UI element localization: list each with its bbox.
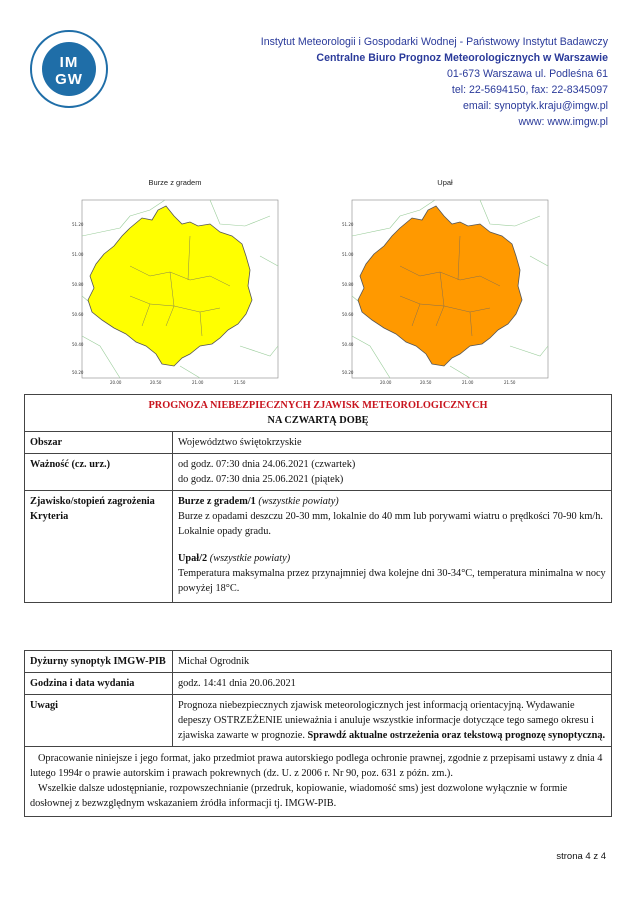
lon-tick: 20.50 xyxy=(420,380,432,385)
notes-row xyxy=(25,695,612,747)
area-label: Obszar xyxy=(25,432,173,454)
phenomenon-2-heading xyxy=(178,551,606,566)
phenomenon-row xyxy=(25,491,612,603)
page-number: strona 4 z 4 xyxy=(556,851,606,862)
phenomenon-1-scope: (wszystkie powiaty) xyxy=(258,496,339,507)
email: email: synoptyk.kraju@imgw.pl xyxy=(463,100,608,112)
phenomenon-value xyxy=(173,491,612,603)
map-heat xyxy=(340,180,550,390)
lon-tick: 21.00 xyxy=(462,380,474,385)
validity-from: od godz. 07:30 dnia 24.06.2021 (czwartek) xyxy=(178,459,356,470)
lat-tick: 50.80 xyxy=(342,282,354,287)
validity-value xyxy=(173,454,612,491)
area-row xyxy=(25,432,612,454)
area-value: Województwo świętokrzyskie xyxy=(173,432,612,454)
lat-tick: 50.60 xyxy=(72,312,84,317)
validity-row xyxy=(25,454,612,491)
duty-row xyxy=(25,651,612,673)
copyright-1: Opracowanie niniejsze i jego format, jako przedmiot prawa autorskiego podlega ochronie prawnej, zgodnie z przepisami ustawy z dnia 4 lutego 1994r o prawie autorskim i prawach pokrewnych (dz. U. z 2006 r. Nr 90, poz. 631 z późn. zm.). xyxy=(30,753,603,779)
notes-bold: Sprawdź aktualne ostrzeżenia oraz tekstową prognozę synoptyczną. xyxy=(307,730,606,741)
forecast-subtitle: NA CZWARTĄ DOBĘ xyxy=(267,415,369,426)
duty-value: Michał Ogrodnik xyxy=(173,651,612,673)
phenomenon-label-cell xyxy=(25,491,173,603)
copyright-2: Wszelkie dalsze udostępnianie, rozpowszechnianie (przedruk, kopiowanie, wiadomość sms) jest dozwolone wyłącznie w formie dosłownej z bezwzględnym wskazaniem źródła informacji tj. IMGW-PIB. xyxy=(30,783,568,809)
info-table xyxy=(24,650,612,817)
notes-label: Uwagi xyxy=(25,695,173,747)
lon-tick: 20.00 xyxy=(110,380,122,385)
notes-text: Prognoza niebezpiecznych zjawisk meteorologicznych jest informacją orientacyjną. Wydawanie depeszy OSTRZEŻENIE unieważnia i anuluje wszystkie informacje dotyczące tego samego okresu i zjawiska zawarte w prognozie. xyxy=(178,700,595,741)
lat-tick: 51.20 xyxy=(72,222,84,227)
lon-tick: 20.50 xyxy=(150,380,162,385)
logo-text-im: IM xyxy=(59,54,79,71)
lat-tick: 50.20 xyxy=(72,370,84,375)
forecast-header-row xyxy=(25,395,612,432)
lat-tick: 51.00 xyxy=(342,252,354,257)
lat-tick: 50.40 xyxy=(342,342,354,347)
map-heat-svg xyxy=(340,196,550,391)
lon-tick: 21.50 xyxy=(504,380,516,385)
duty-label: Dyżurny synoptyk IMGW-PIB xyxy=(25,651,173,673)
lat-tick: 51.00 xyxy=(72,252,84,257)
lat-tick: 51.20 xyxy=(342,222,354,227)
bureau-name: Centralne Biuro Prognoz Meteorologicznych w Warszawie xyxy=(316,52,608,64)
copyright-cell xyxy=(25,747,612,817)
lon-tick: 21.50 xyxy=(234,380,246,385)
lat-tick: 50.20 xyxy=(342,370,354,375)
validity-to: do godz. 07:30 dnia 25.06.2021 (piątek) xyxy=(178,474,344,485)
criteria-label: Kryteria xyxy=(30,511,69,522)
validity-label: Ważność (cz. urz.) xyxy=(25,454,173,491)
phenomenon-2-name: Upał/2 xyxy=(178,553,208,564)
map-title-storms: Burze z gradem xyxy=(148,178,202,187)
issued-value: godz. 14:41 dnia 20.06.2021 xyxy=(173,673,612,695)
notes-value xyxy=(173,695,612,747)
phenomenon-1-heading xyxy=(178,494,606,509)
website: www: www.imgw.pl xyxy=(518,116,608,128)
logo-globe xyxy=(42,42,96,96)
lat-tick: 50.60 xyxy=(342,312,354,317)
phenomenon-label: Zjawisko/stopień zagrożenia xyxy=(30,496,155,507)
lon-tick: 20.00 xyxy=(380,380,392,385)
map-storms xyxy=(70,180,280,390)
phenomenon-1-desc: Burze z opadami deszczu 20-30 mm, lokalnie do 40 mm lub porywami wiatru o prędkości 70-90 km/h. Lokalnie opady gradu. xyxy=(178,511,603,537)
logo-text-gw: GW xyxy=(55,71,83,88)
copyright-row xyxy=(25,747,612,817)
map-title-heat: Upał xyxy=(437,178,453,187)
forecast-title: PROGNOZA NIEBEZPIECZNYCH ZJAWISK METEOROLOGICZNYCH xyxy=(148,400,488,411)
forecast-header xyxy=(25,395,612,432)
phone: tel: 22-5694150, fax: 22-8345097 xyxy=(451,84,608,96)
phenomenon-1-name: Burze z gradem/1 xyxy=(178,496,256,507)
address: 01-673 Warszawa ul. Podleśna 61 xyxy=(447,68,608,80)
institute-name: Instytut Meteorologii i Gospodarki Wodnej - Państwowy Instytut Badawczy xyxy=(260,36,608,48)
phenomenon-2-desc: Temperatura maksymalna przez przynajmniej dwa kolejne dni 30-34°C, temperatura minimalna w nocy powyżej 18°C. xyxy=(178,568,606,594)
issued-label: Godzina i data wydania xyxy=(25,673,173,695)
issued-row xyxy=(25,673,612,695)
imgw-logo xyxy=(30,30,108,108)
institute-info xyxy=(261,34,608,130)
map-storms-svg xyxy=(70,196,280,391)
lat-tick: 50.80 xyxy=(72,282,84,287)
phenomenon-2-scope: (wszystkie powiaty) xyxy=(209,553,291,564)
lon-tick: 21.00 xyxy=(192,380,204,385)
forecast-table xyxy=(24,394,612,603)
lat-tick: 50.40 xyxy=(72,342,84,347)
